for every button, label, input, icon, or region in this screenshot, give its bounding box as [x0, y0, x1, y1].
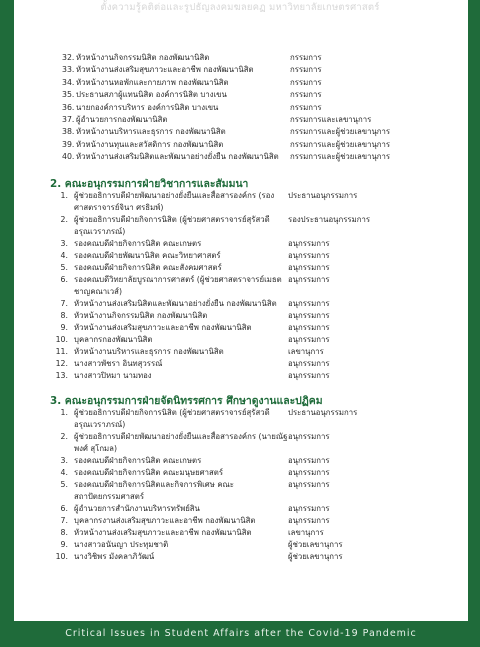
member-role: อนุกรรมการ [288, 239, 330, 248]
item-number: 9. [60, 323, 68, 332]
member-role: อนุกรรมการ [288, 323, 330, 332]
member-name: ผู้ช่วยอธิการบดีฝ่ายพัฒนาอย่างยั่งยืนและสื่อสารองค์กร (นายณัฐพงศ์ สุโกมล) [74, 432, 288, 453]
member-role: กรรมการและผู้ช่วยเลขานุการ [290, 127, 391, 137]
list-item [62, 89, 452, 101]
item-number: 7. [60, 299, 68, 308]
item-number: 2. [60, 215, 68, 224]
item-number: 37. [62, 115, 75, 125]
list-item [50, 262, 450, 274]
member-name: นางวิชิพร มังคลาภิวัฒน์ [74, 552, 155, 561]
member-role: อนุกรรมการ [288, 480, 330, 489]
member-role: อนุกรรมการ [288, 516, 330, 525]
item-number: 2. [60, 432, 68, 441]
item-number: 8. [60, 528, 68, 537]
list-item [50, 407, 450, 431]
member-name: หัวหน้างานส่งเสริมสุขภาวะและอาชีพ กองพัฒนานิสิต [74, 528, 252, 537]
member-role: อนุกรรมการ [288, 468, 330, 477]
member-name: รองคณบดีฝ่ายพัฒนานิสิต คณะวิทยาศาสตร์ [74, 251, 221, 260]
list-item [50, 214, 450, 238]
item-number: 36. [62, 102, 75, 112]
list-item [50, 370, 450, 382]
item-number: 13. [55, 371, 68, 380]
list-item [62, 52, 452, 64]
section-2-title: 2. คณะอนุกรรมการฝ่ายวิชาการและสัมมนา [50, 178, 249, 190]
item-number: 3. [60, 456, 68, 465]
list-item [50, 334, 450, 346]
item-number: 39. [62, 139, 75, 149]
member-name: รองคณบดีฝ่ายกิจการนิสิต คณะมนุษยศาสตร์ [74, 468, 224, 477]
page-header: ตั้งความรู้คติต่อและรูปธัญลงคมฆลยคฏ มหาวิทยาลัยเกษตรศาสตร์ [100, 2, 380, 13]
list-item [62, 102, 452, 114]
item-number: 38. [62, 127, 75, 137]
member-name: นายกองค์การบริหาร องค์การนิสิต บางเขน [76, 102, 219, 112]
member-role: กรรมการและผู้ช่วยเลขานุการ [290, 152, 391, 162]
member-role: กรรมการ [290, 65, 322, 75]
member-role: อนุกรรมการ [288, 275, 330, 284]
item-number: 12. [55, 359, 68, 368]
list-item [50, 238, 450, 250]
item-number: 6. [60, 275, 68, 284]
member-name: ผู้ช่วยอธิการบดีฝ่ายกิจการนิสิต (ผู้ช่วยศาสตราจารย์สุรัสวดี อรุณเวราภรณ์) [74, 215, 270, 236]
member-role: อนุกรรมการ [288, 299, 330, 308]
member-role: กรรมการ [290, 77, 322, 87]
member-name: ผู้ช่วยอธิการบดีฝ่ายพัฒนาอย่างยั่งยืนและสื่อสารองค์กร (รองศาสตราจารย์จินา ศรธิมพ์) [74, 191, 275, 212]
list-item [50, 479, 450, 503]
member-name: หัวหน้างานส่งเสริมสุขภาวะและอาชีพ กองพัฒนานิสิต [74, 323, 252, 332]
member-name: หัวหน้างานส่งเสริมนิสิตและพัฒนาอย่างยั่งยืน กองพัฒนานิสิต [76, 152, 279, 162]
member-name: หัวหน้างานบริหารและธุรการ กองพัฒนานิสิต [74, 347, 224, 356]
item-number: 3. [60, 239, 68, 248]
member-role: อนุกรรมการ [288, 359, 330, 368]
member-role: เลขานุการ [288, 347, 324, 356]
member-role: กรรมการและผู้ช่วยเลขานุการ [290, 139, 391, 149]
item-number: 9. [60, 540, 68, 549]
member-name: รองคณบดีฝ่ายกิจการนิสิต คณะสังคมศาสตร์ [74, 263, 222, 272]
member-role: เลขานุการ [288, 528, 324, 537]
member-name: นางสาวปิหมา นามทอง [74, 371, 152, 380]
member-role: กรรมการและเลขานุการ [290, 115, 372, 125]
member-role: ผู้ช่วยเลขานุการ [288, 552, 343, 561]
footer-banner: Critical Issues in Student Affairs after the Covid-19 Pandemic [14, 621, 468, 647]
item-number: 34. [62, 77, 75, 87]
list-item [50, 539, 450, 551]
item-number: 33. [62, 65, 75, 75]
list-item [50, 298, 450, 310]
committee-list-continued [62, 52, 452, 164]
list-item [62, 64, 452, 76]
member-role: อนุกรรมการ [288, 335, 330, 344]
member-name: หัวหน้างานส่งเสริมนิสิตและพัฒนาอย่างยั่งยืน กองพัฒนานิสิต [74, 299, 277, 308]
member-name: หัวหน้างานทุนและสวัสดิการ กองพัฒนานิสิต [76, 139, 224, 149]
member-role: อนุกรรมการ [288, 371, 330, 380]
member-role: รองประธานอนุกรรมการ [288, 215, 371, 224]
list-item [50, 358, 450, 370]
list-item [50, 431, 450, 455]
member-name: รองคณบดีฝ่ายกิจการนิสิต คณะเกษตร [74, 456, 202, 465]
item-number: 35. [62, 90, 75, 100]
member-name: หัวหน้างานกิจกรรมนิสิต กองพัฒนานิสิต [76, 53, 210, 62]
member-name: นางสาวพัชรา อินทสุวรรณ์ [74, 359, 163, 368]
item-number: 5. [60, 263, 68, 272]
member-name: บุคลากรกองพัฒนานิสิต [74, 335, 153, 344]
section-2-list [50, 190, 450, 382]
list-item [50, 346, 450, 358]
item-number: 1. [60, 408, 68, 417]
member-name: หัวหน้างานส่งเสริมสุขภาวะและอาชีพ กองพัฒนานิสิต [76, 65, 254, 75]
item-number: 6. [60, 504, 68, 513]
list-item [50, 322, 450, 334]
list-item [50, 527, 450, 539]
member-role: กรรมการ [290, 102, 322, 112]
member-name: ประธานสภาผู้แทนนิสิต องค์การนิสิต บางเขน [76, 90, 227, 100]
item-number: 32. [62, 53, 75, 62]
list-item [50, 274, 450, 298]
item-number: 8. [60, 311, 68, 320]
member-role: กรรมการ [290, 53, 322, 62]
item-number: 11. [55, 347, 68, 356]
list-item [50, 515, 450, 527]
list-item [50, 551, 450, 563]
item-number: 10. [55, 335, 68, 344]
list-item [62, 139, 452, 151]
member-name: รองคณบดีวิทยาลัยบูรณาการศาสตร์ (ผู้ช่วยศาสตราจารย์เมธต ชาญคณาเวส์) [74, 275, 282, 296]
list-item [50, 503, 450, 515]
list-item [50, 455, 450, 467]
section-3-title: 3. คณะอนุกรรมการฝ่ายจัดนิทรรศการ ศึกษาดูงานและปฏิคม [50, 395, 323, 407]
member-role: อนุกรรมการ [288, 263, 330, 272]
item-number: 7. [60, 516, 68, 525]
member-role: กรรมการ [290, 90, 322, 100]
member-name: บุคลากรงานส่งเสริมสุขภาวะและอาชีพ กองพัฒนานิสิต [74, 516, 256, 525]
member-role: ผู้ช่วยเลขานุการ [288, 540, 343, 549]
section-3-list [50, 407, 450, 563]
list-item [50, 310, 450, 322]
member-name: ผู้อำนวยการกองพัฒนานิสิต [76, 115, 168, 125]
list-item [62, 151, 452, 163]
member-name: หัวหน้างานบริหารและธุรการ กองพัฒนานิสิต [76, 127, 226, 137]
member-name: ผู้อำนวยการสำนักงานบริหารทรัพย์สิน [74, 504, 200, 513]
member-role: ประธานอนุกรรมการ [288, 191, 358, 200]
member-name: หัวหน้างานหอพักและกายภาพ กองพัฒนานิสิต [76, 77, 229, 87]
member-name: ผู้ช่วยอธิการบดีฝ่ายกิจการนิสิต (ผู้ช่วยศาสตราจารย์สุรัสวดี อรุณเวราภรณ์) [74, 408, 270, 429]
item-number: 4. [60, 468, 68, 477]
item-number: 5. [60, 480, 68, 489]
list-item [62, 126, 452, 138]
member-name: รองคณบดีฝ่ายกิจการนิสิตและกิจการพิเศษ คณะสถาปัตยกรรมศาสตร์ [74, 480, 234, 501]
member-name: รองคณบดีฝ่ายกิจการนิสิต คณะเกษตร [74, 239, 202, 248]
member-role: อนุกรรมการ [288, 504, 330, 513]
right-green-bar [468, 0, 480, 647]
member-role: อนุกรรมการ [288, 311, 330, 320]
member-role: อนุกรรมการ [288, 251, 330, 260]
member-name: นางสาวอนันญา ประทุมชาติ [74, 540, 169, 549]
list-item [62, 77, 452, 89]
list-item [50, 190, 450, 214]
left-green-bar [0, 0, 14, 647]
item-number: 10. [55, 552, 68, 561]
list-item [50, 467, 450, 479]
list-item [50, 250, 450, 262]
item-number: 40. [62, 152, 75, 162]
member-role: อนุกรรมการ [288, 432, 330, 441]
item-number: 4. [60, 251, 68, 260]
member-role: อนุกรรมการ [288, 456, 330, 465]
list-item [62, 114, 452, 126]
item-number: 1. [60, 191, 68, 200]
member-name: หัวหน้างานกิจกรรมนิสิต กองพัฒนานิสิต [74, 311, 208, 320]
member-role: ประธานอนุกรรมการ [288, 408, 358, 417]
